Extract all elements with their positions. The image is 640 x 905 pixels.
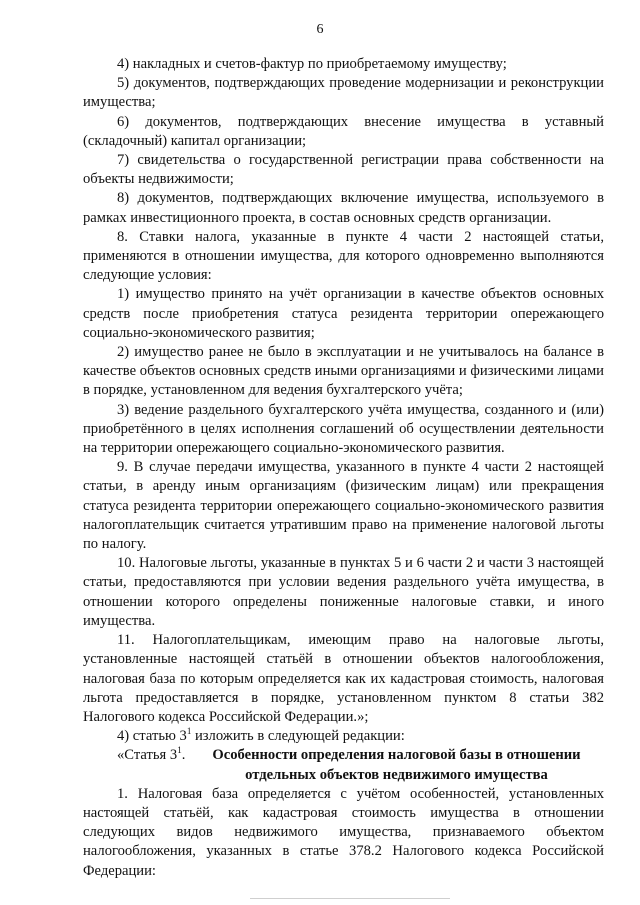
article-title: Особенности определения налоговой базы в отношении отдельных объектов недвижимого имущества — [212, 747, 581, 783]
document-body — [83, 55, 604, 881]
list-item-fixed-assets-docs: 8) документов, подтверждающих включение имущества, используемого в рамках инвестиционного проекта, в состав основных средств организации. — [83, 190, 604, 226]
article-number: «Статья $3^1$. — [117, 745, 189, 764]
clause-11: 11. Налогоплательщикам, имеющим право на налоговые льготы, установленные настоящей статьёй в отношении объектов налогообложения, налоговая база по которым определяется как их кадастровая стоимость, налоговая льгота предоставляется в порядке, установленном пунктом 8 статьи 382 Налогового кодекса Российской Федерации.»; — [83, 632, 604, 725]
amendment-line: 4) статью $3^1$ изложить в следующей редакции: — [117, 726, 405, 745]
list-item-modernization-docs: 5) документов, подтверждающих проведение модернизации и реконструкции имущества; — [83, 75, 604, 111]
list-item-charter-capital-docs: 6) документов, подтверждающих внесение имущества в уставный (складочный) капитал организации; — [83, 113, 604, 149]
clause-9: 9. В случае передачи имущества, указанного в пункте 4 части 2 настоящей статьи, в аренду иным организациям (физическим лицам) или прекращения статуса резидента территории опережающего социально-экономического развития налогоплательщик считается утратившим право на применение налоговой льготы по налогу. — [83, 459, 604, 553]
clause-8-condition-1: 1) имущество принято на учёт организации в качестве объектов основных средств после приобретения статуса резидента территории опережающего социально-экономического развития; — [83, 286, 604, 341]
clause-8-condition-3: 3) ведение раздельного бухгалтерского учёта имущества, созданного и (или) приобретённого в целях исполнения соглашений об осуществлении деятельности на территории опережающего социально-экономического развития. — [83, 401, 604, 457]
article-clause-1: 1. Налоговая база определяется с учётом особенностей, установленных настоящей статьёй, как кадастровая стоимость имущества в отношении следующих видов недвижимого имущества, признаваемого объектом налогообложения, указанных в статье 378.2 Налогового кодекса Российской Федерации: — [83, 785, 604, 879]
article-heading — [83, 746, 604, 784]
list-item-invoices: 4) накладных и счетов-фактур по приобретаемому имуществу; — [117, 56, 507, 72]
clause-8: 8. Ставки налога, указанные в пункте 4 части 2 настоящей статьи, применяются в отношении имущества, для которого одновременно выполняются следующие условия: — [83, 228, 604, 284]
clause-8-condition-2: 2) имущество ранее не было в эксплуатации и не учитывалось на балансе в качестве объектов основных средств иными организациями и физическими лицами в порядке, установленном для ведения бухгалтерского учёта; — [83, 344, 604, 399]
clause-10: 10. Налоговые льготы, указанные в пунктах 5 и 6 части 2 и части 3 настоящей статьи, предоставляются при условии ведения раздельного учёта имущества, в отношении которого определены пониженные налоговые ставки, и иного имущества. — [83, 555, 604, 629]
list-item-registration-certificate: 7) свидетельства о государственной регистрации права собственности на объекты недвижимости; — [83, 152, 604, 188]
page-number: 6 — [316, 22, 324, 37]
scan-artifact-line — [250, 898, 450, 899]
